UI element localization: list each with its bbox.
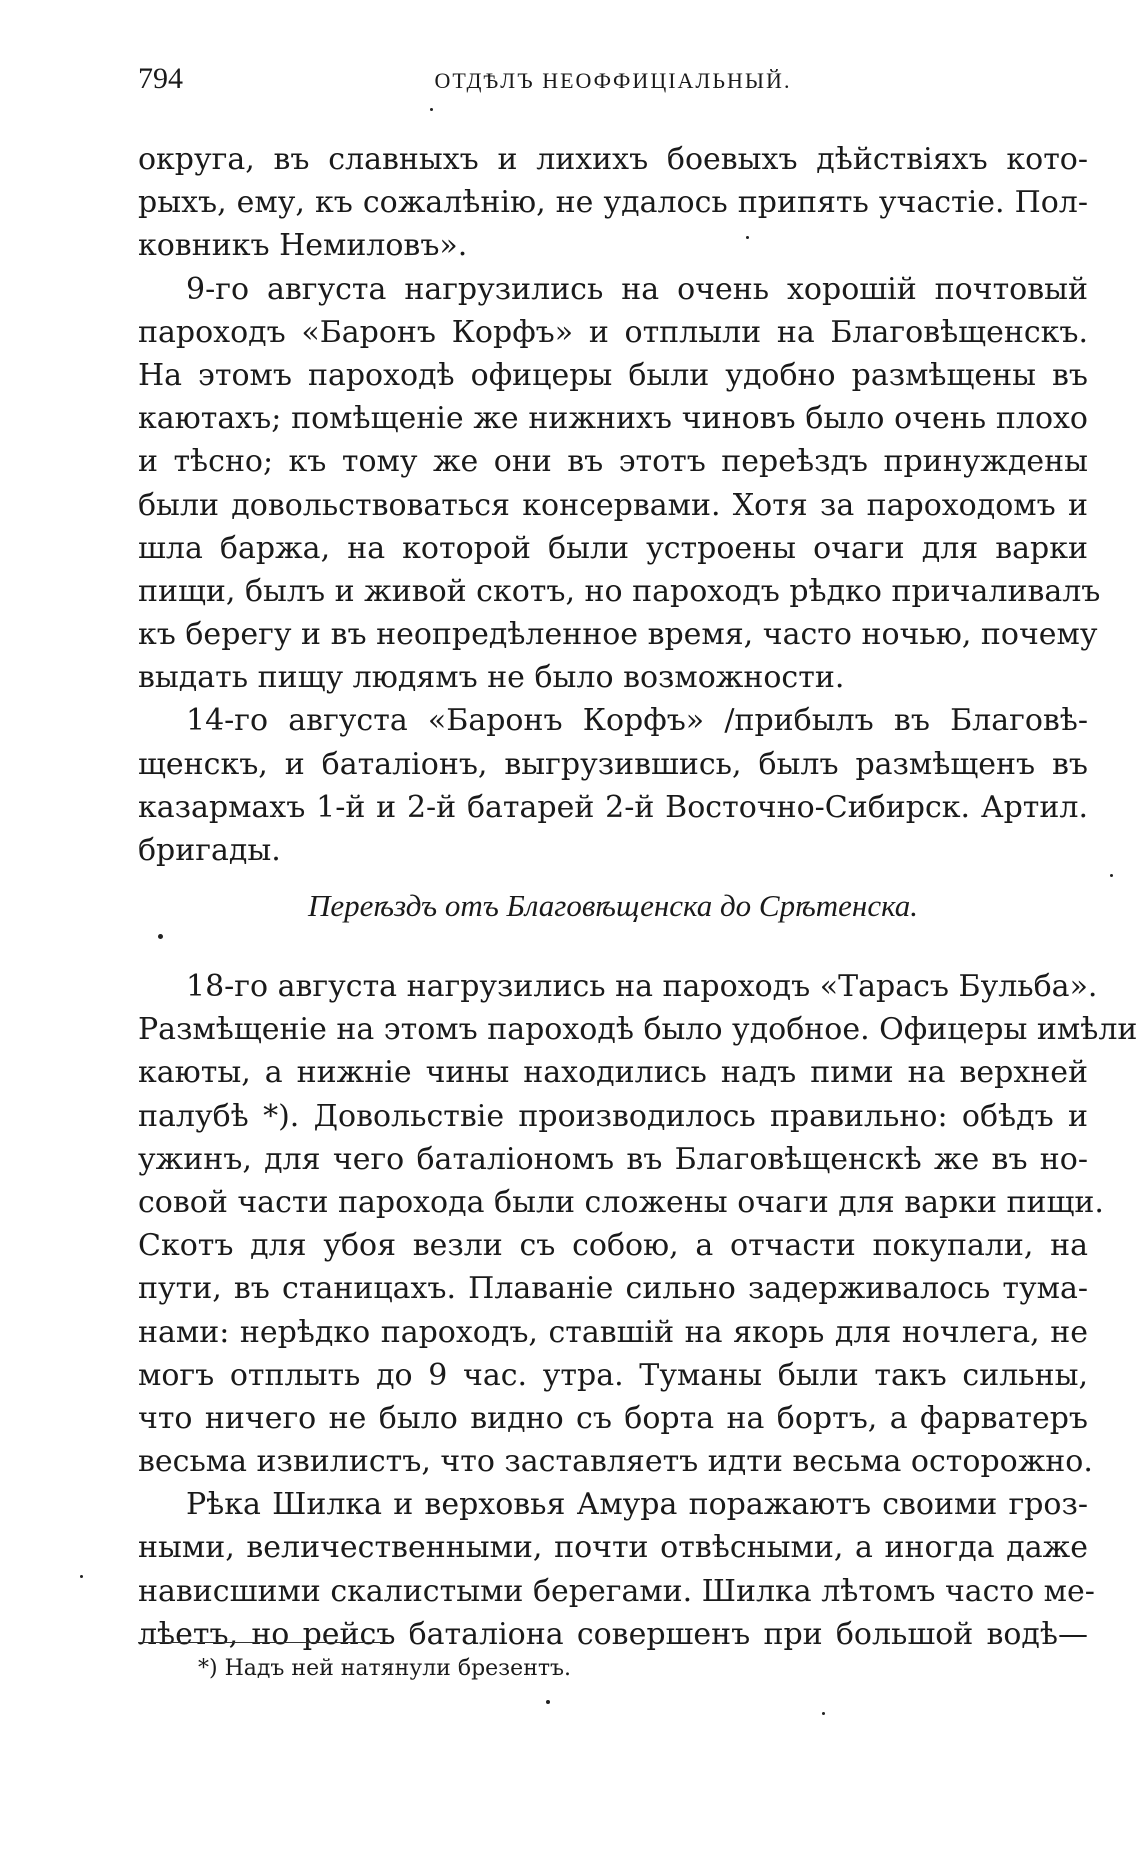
footnote-divider bbox=[138, 1642, 388, 1643]
text-line: щенскъ, и баталіонъ, выгрузившись, былъ размѣщенъ въ bbox=[138, 746, 1088, 782]
footnote: *) Надъ ней натянули брезентъ. bbox=[198, 1656, 572, 1681]
running-head bbox=[138, 62, 1088, 102]
text-line: пароходъ «Баронъ Корфъ» и отплыли на Благовѣщенскъ. bbox=[138, 314, 1088, 350]
text-line: 9-го августа нагрузились на очень хорошій почтовый bbox=[186, 271, 1088, 307]
text-line: казармахъ 1-й и 2-й батарей 2-й Восточно-Сибирск. Артил. bbox=[138, 789, 1088, 825]
text-line: что ничего не было видно съ борта на бортъ, а фарватеръ bbox=[138, 1400, 1088, 1436]
text-line: выдать пищу людямъ не было возможности. bbox=[138, 660, 845, 696]
section-subheading: Переѣздъ отъ Благовѣщенска до Срѣтенска. bbox=[307, 888, 919, 923]
text-line: бригады. bbox=[138, 833, 281, 868]
text-line: каютахъ; помѣщеніе же нижнихъ чиновъ было очень плохо bbox=[138, 401, 1088, 437]
text-line: нависшими скалистыми берегами. Шилка лѣтомъ часто ме- bbox=[138, 1573, 1095, 1609]
text-line: къ берегу и въ неопредѣленное время, часто ночью, почему bbox=[138, 617, 1098, 653]
print-speck bbox=[80, 1575, 83, 1578]
text-line: округа, въ славныхъ и лихихъ боевыхъ дѣйствіяхъ кото- bbox=[138, 142, 1088, 177]
text-line: могъ отплыть до 9 час. утра. Туманы были такъ сильны, bbox=[138, 1357, 1088, 1393]
body-text-bottom bbox=[138, 965, 1138, 1656]
text-line: ужинъ, для чего баталіономъ въ Благовѣщенскѣ же въ но- bbox=[138, 1141, 1088, 1177]
text-line: каюты, а нижніе чины находились надъ пими на верхней bbox=[138, 1055, 1088, 1091]
print-speck bbox=[430, 108, 433, 111]
print-speck bbox=[822, 1712, 825, 1715]
text-line: Скотъ для убоя везли съ собою, а отчасти покупали, на bbox=[138, 1228, 1088, 1264]
page-number: 794 bbox=[138, 62, 183, 95]
text-line: были довольствоваться консервами. Хотя за пароходомъ и bbox=[138, 487, 1088, 523]
text-line: совой части парохода были сложены очаги для варки пищи. bbox=[138, 1184, 1104, 1220]
text-line: 14-го августа «Баронъ Корфъ» ∕прибылъ въ Благовѣ- bbox=[186, 703, 1088, 739]
text-line: 18-го августа нагрузились на пароходъ «Тарасъ Бульба». bbox=[186, 969, 1098, 1004]
text-line: и тѣсно; къ тому же они въ этотъ переѣздъ принуждены bbox=[138, 444, 1088, 480]
text-line: палубѣ *). Довольствіе производилось правильно: обѣдъ и bbox=[138, 1098, 1088, 1134]
text-line: Рѣка Шилка и верховья Амура поражаютъ своими гроз- bbox=[186, 1487, 1088, 1523]
text-line: пути, въ станицахъ. Плаваніе сильно задерживалось тума- bbox=[138, 1271, 1088, 1307]
text-line: лѣетъ, но рейсъ баталіона совершенъ при большой водѣ— bbox=[138, 1616, 1088, 1652]
print-speck bbox=[1110, 874, 1113, 877]
text-line: Размѣщеніе на этомъ пароходѣ было удобное. Офицеры имѣли bbox=[138, 1012, 1138, 1048]
text-line: ными, величественными, почти отвѣсными, а иногда даже bbox=[138, 1530, 1088, 1566]
text-line: весьма извилистъ, что заставляетъ идти весьма осторожно. bbox=[138, 1444, 1093, 1480]
text-line: рыхъ, ему, къ сожалѣнію, не удалось припять участіе. Пол- bbox=[138, 185, 1088, 221]
print-speck bbox=[158, 934, 163, 939]
print-speck bbox=[546, 1700, 550, 1704]
text-line: нами: нерѣдко пароходъ, ставшій на якорь для ночлега, не bbox=[138, 1314, 1088, 1350]
text-line: ковникъ Немиловъ». bbox=[138, 228, 468, 264]
text-line: пищи, былъ и живой скотъ, но пароходъ рѣдко причаливалъ bbox=[138, 573, 1101, 609]
body-text-top bbox=[138, 138, 1101, 872]
print-speck bbox=[746, 236, 749, 239]
text-line: На этомъ пароходѣ офицеры были удобно размѣщены въ bbox=[138, 357, 1088, 393]
text-line: шла баржа, на которой были устроены очаги для варки bbox=[138, 530, 1088, 566]
section-title: ОТДѢЛЪ НЕОФФИЦІАЛЬНЫЙ. bbox=[434, 68, 792, 93]
